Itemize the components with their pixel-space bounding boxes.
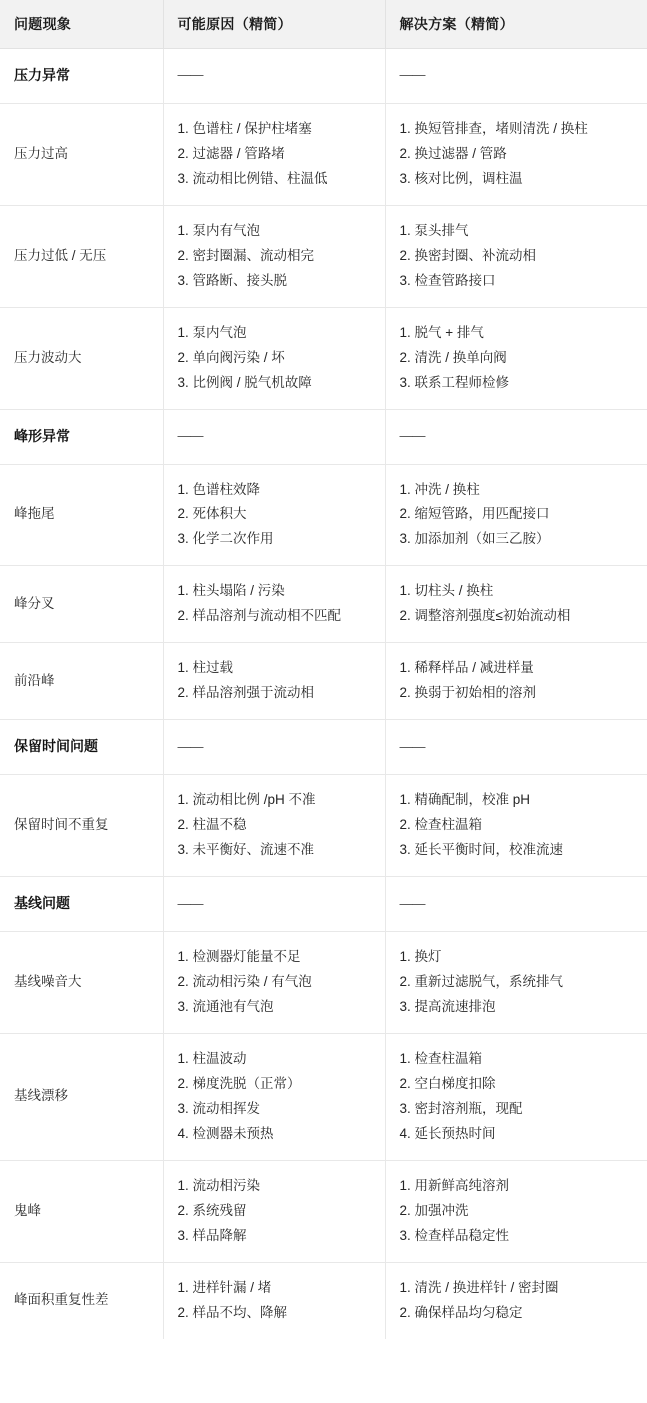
text-line: 2. 换密封圈、补流动相 <box>399 247 537 263</box>
solution-cell <box>385 103 647 205</box>
text-line: 1. 清洗 / 换进样针 / 密封圈 <box>399 1279 559 1295</box>
table-row <box>0 464 647 566</box>
text-line: —— <box>177 738 203 754</box>
text-line: 1. 柱头塌陷 / 污染 <box>177 583 285 599</box>
text-line: 2. 调整溶剂强度≤初始流动相 <box>399 608 571 624</box>
text-line: 1. 泵内有气泡 <box>177 222 261 238</box>
solution-cell <box>385 1033 647 1160</box>
text-line: 2. 清洗 / 换单向阀 <box>399 349 507 365</box>
text-line: 1. 精确配制，校准 pH <box>399 792 531 808</box>
table-row <box>0 205 647 307</box>
solution-cell <box>385 307 647 409</box>
text-line: 2. 确保样品均匀稳定 <box>399 1304 523 1320</box>
text-line: 1. 泵头排气 <box>399 222 469 238</box>
text-line: 3. 未平衡好、流速不准 <box>177 842 315 858</box>
cause-cell <box>163 1033 385 1160</box>
solution-cell <box>385 205 647 307</box>
solution-cell <box>385 643 647 720</box>
text-line: 3. 流动相比例错、柱温低 <box>177 170 328 186</box>
symptom-cell: 前沿峰 <box>0 643 163 720</box>
table-row <box>0 643 647 720</box>
symptom-cell: 鬼峰 <box>0 1160 163 1262</box>
table-row <box>0 1262 647 1338</box>
table-row <box>0 775 647 877</box>
text-line: —— <box>399 895 425 911</box>
solution-cell <box>385 931 647 1033</box>
text-line: 3. 加添加剂（如三乙胺） <box>399 531 550 547</box>
text-line: 2. 样品溶剂强于流动相 <box>177 685 315 701</box>
text-line: 3. 密封溶剂瓶，现配 <box>399 1100 523 1116</box>
text-line: 2. 缩短管路，用匹配接口 <box>399 506 550 522</box>
symptom-cell: 压力过低 / 无压 <box>0 205 163 307</box>
text-line: 3. 核对比例，调柱温 <box>399 170 523 186</box>
text-line: 1. 冲洗 / 换柱 <box>399 481 480 497</box>
table-row <box>0 931 647 1033</box>
cause-cell <box>163 205 385 307</box>
cause-cell <box>163 49 385 104</box>
table-section-row <box>0 720 647 775</box>
cause-cell <box>163 464 385 566</box>
symptom-cell: 峰拖尾 <box>0 464 163 566</box>
text-line: —— <box>177 67 203 83</box>
text-line: 1. 换短管排查，堵则清洗 / 换柱 <box>399 120 588 136</box>
solution-cell <box>385 464 647 566</box>
text-line: 2. 死体积大 <box>177 506 247 522</box>
text-line: 1. 流动相比例 /pH 不准 <box>177 792 316 808</box>
text-line: 1. 检查柱温箱 <box>399 1050 483 1066</box>
text-line: 2. 梯度洗脱（正常） <box>177 1075 301 1091</box>
cause-cell <box>163 931 385 1033</box>
solution-cell <box>385 775 647 877</box>
symptom-cell: 基线漂移 <box>0 1033 163 1160</box>
text-line: 1. 色谱柱 / 保护柱堵塞 <box>177 120 312 136</box>
solution-cell <box>385 566 647 643</box>
column-header-solution: 解决方案（精简） <box>385 0 647 49</box>
table-row <box>0 307 647 409</box>
cause-cell <box>163 103 385 205</box>
table-section-row <box>0 409 647 464</box>
column-header-cause: 可能原因（精简） <box>163 0 385 49</box>
table-row <box>0 103 647 205</box>
text-line: 1. 检测器灯能量不足 <box>177 948 301 964</box>
solution-cell <box>385 409 647 464</box>
text-line: 2. 密封圈漏、流动相完 <box>177 247 315 263</box>
text-line: 3. 联系工程师检修 <box>399 374 510 390</box>
cause-cell <box>163 307 385 409</box>
table-row <box>0 1033 647 1160</box>
text-line: 2. 系统残留 <box>177 1202 247 1218</box>
symptom-cell: 压力异常 <box>0 49 163 104</box>
text-line: —— <box>399 67 425 83</box>
symptom-cell: 保留时间问题 <box>0 720 163 775</box>
text-line: 3. 流动相挥发 <box>177 1100 261 1116</box>
symptom-cell: 基线噪音大 <box>0 931 163 1033</box>
table-row <box>0 1160 647 1262</box>
symptom-cell: 压力过高 <box>0 103 163 205</box>
cause-cell <box>163 566 385 643</box>
text-line: 1. 柱温波动 <box>177 1050 247 1066</box>
text-line: —— <box>177 895 203 911</box>
solution-cell <box>385 877 647 932</box>
table-header <box>0 0 647 49</box>
symptom-cell: 压力波动大 <box>0 307 163 409</box>
solution-cell <box>385 1262 647 1338</box>
table-body <box>0 49 647 1339</box>
text-line: —— <box>399 428 425 444</box>
text-line: 1. 泵内气泡 <box>177 324 247 340</box>
text-line: 1. 切柱头 / 换柱 <box>399 583 494 599</box>
text-line: 1. 进样针漏 / 堵 <box>177 1279 272 1295</box>
text-line: 3. 提高流速排泡 <box>399 998 496 1014</box>
text-line: 2. 空白梯度扣除 <box>399 1075 496 1091</box>
text-line: 2. 换弱于初始相的溶剂 <box>399 685 537 701</box>
text-line: 2. 柱温不稳 <box>177 817 247 833</box>
text-line: 4. 检测器未预热 <box>177 1125 274 1141</box>
symptom-cell: 峰分叉 <box>0 566 163 643</box>
text-line: 3. 管路断、接头脱 <box>177 272 288 288</box>
solution-cell <box>385 49 647 104</box>
text-line: 1. 脱气 + 排气 <box>399 324 484 340</box>
text-line: 3. 样品降解 <box>177 1227 247 1243</box>
text-line: 2. 样品溶剂与流动相不匹配 <box>177 608 342 624</box>
symptom-cell: 峰面积重复性差 <box>14 1292 109 1308</box>
text-line: 2. 加强冲洗 <box>399 1202 469 1218</box>
symptom-cell: 峰形异常 <box>0 409 163 464</box>
text-line: 2. 单向阀污染 / 坏 <box>177 349 285 365</box>
text-line: 3. 检查管路接口 <box>399 272 496 288</box>
table-section-row <box>0 49 647 104</box>
text-line: —— <box>177 428 203 444</box>
symptom-cell: 基线问题 <box>0 877 163 932</box>
text-line: 2. 样品不均、降解 <box>177 1304 288 1320</box>
text-line: 1. 稀释样品 / 减进样量 <box>399 660 534 676</box>
cause-cell <box>163 409 385 464</box>
solution-cell <box>385 1160 647 1262</box>
text-line: 1. 流动相污染 <box>177 1177 261 1193</box>
text-line: 1. 色谱柱效降 <box>177 481 261 497</box>
table-header-row <box>0 0 647 49</box>
cause-cell <box>163 1262 385 1338</box>
text-line: 3. 检查样品稳定性 <box>399 1227 510 1243</box>
text-line: 2. 重新过滤脱气，系统排气 <box>399 973 564 989</box>
text-line: 1. 换灯 <box>399 948 442 964</box>
text-line: 4. 延长预热时间 <box>399 1125 496 1141</box>
text-line: 3. 比例阀 / 脱气机故障 <box>177 374 312 390</box>
text-line: 2. 过滤器 / 管路堵 <box>177 145 285 161</box>
cause-cell <box>163 1160 385 1262</box>
text-line: 1. 用新鲜高纯溶剂 <box>399 1177 510 1193</box>
cause-cell <box>163 877 385 932</box>
cause-cell <box>163 720 385 775</box>
text-line: 2. 换过滤器 / 管路 <box>399 145 507 161</box>
table-section-row <box>0 877 647 932</box>
text-line: 2. 流动相污染 / 有气泡 <box>177 973 312 989</box>
text-line: 2. 检查柱温箱 <box>399 817 483 833</box>
text-line: 3. 流通池有气泡 <box>177 998 274 1014</box>
text-line: 1. 柱过载 <box>177 660 234 676</box>
cause-cell <box>163 775 385 877</box>
symptom-cell: 保留时间不重复 <box>0 775 163 877</box>
table-row <box>0 566 647 643</box>
text-line: —— <box>399 738 425 754</box>
solution-cell <box>385 720 647 775</box>
text-line: 3. 延长平衡时间，校准流速 <box>399 842 564 858</box>
column-header-symptom: 问题现象 <box>0 0 163 49</box>
text-line: 3. 化学二次作用 <box>177 531 274 547</box>
cause-cell <box>163 643 385 720</box>
